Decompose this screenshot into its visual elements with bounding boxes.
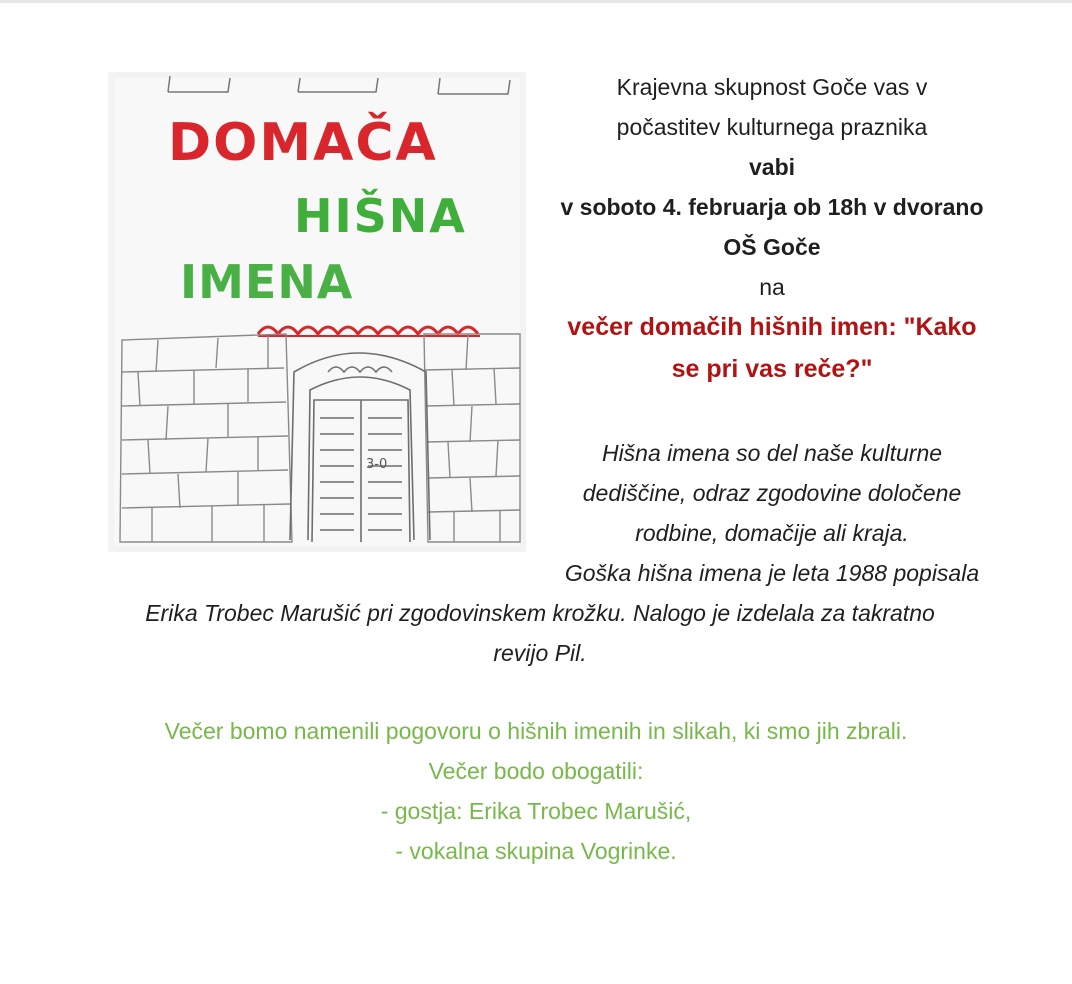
description-line-1: Hišna imena so del naše kulturne (601, 440, 943, 466)
top-divider (0, 0, 1072, 3)
program-guest-line: - gostja: Erika Trobec Marušić, (380, 798, 692, 824)
event-title-line-1: večer domačih hišnih imen: "Kako (567, 313, 977, 341)
description-line-4: Goška hišna imena je leta 1988 popisala (564, 560, 980, 586)
description-line-6: revijo Pil. (493, 640, 587, 666)
invite-line-na: na (759, 274, 785, 300)
invite-date-line: v soboto 4. februarja ob 18h v dvorano (560, 194, 984, 220)
lettering-line-1: DOMAČA (168, 113, 438, 173)
description-line-2: dediščine, odraz zgodovine določene (582, 480, 962, 506)
door-number: 3-0 (366, 457, 388, 472)
invite-venue-line: OŠ Goče (723, 234, 821, 260)
description-line-5: Erika Trobec Marušić pri zgodovinskem krožku. Nalogo je izdelala za takratno (145, 600, 935, 626)
program-line-1: Večer bomo namenili pogovoru o hišnih imenih in slikah, ki smo jih zbrali. (164, 718, 908, 744)
invite-line-2: počastitev kulturnega praznika (616, 114, 928, 140)
lettering-line-3: IMENA (180, 255, 354, 309)
lettering-line-2: HIŠNA (294, 189, 467, 243)
program-choir-line: - vokalna skupina Vogrinke. (395, 838, 677, 864)
house-names-drawing (108, 72, 526, 552)
invite-line-vabi: vabi (748, 154, 796, 180)
svg-text:DOMAČA (168, 111, 438, 173)
program-line-2: Večer bodo obogatili: (428, 758, 644, 784)
invite-line-1: Krajevna skupnost Goče vas v (616, 74, 928, 100)
event-title-line-2: se pri vas reče?" (671, 355, 873, 383)
description-line-3: rodbine, domačije ali kraja. (635, 520, 909, 546)
